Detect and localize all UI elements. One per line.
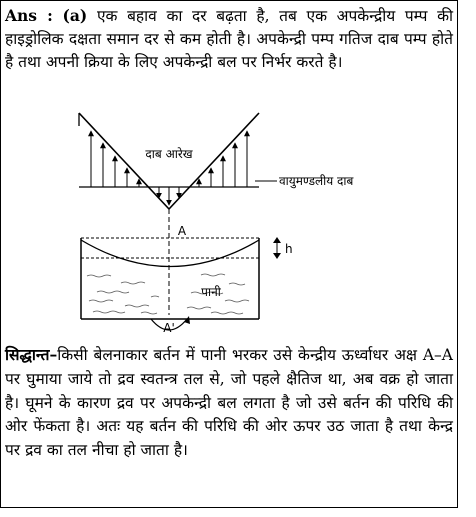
principle-text: किसी बेलनाकार बर्तन में पानी भरकर उसे केन्द्रीय ऊर्ध्वाधर अक्ष A–A पर घुमाया जाये तो द्रव स्वतन्त्र तल से, जो पहले क्षैतिज था, अब वक्र हो जाता है। घूमने के कारण द्रव पर अपकेन्द्री बल लगता है जो उसे बर्तन की परिधि की ओर फेंकता है। अतः यह बर्तन की परिधि की ओर ऊपर उठ जाता है तथा केन्द्र पर द्रव का तल नीचा हो जाता है। bbox=[5, 346, 453, 460]
centrifugal-diagram bbox=[1, 1, 459, 341]
axis-label-top: A bbox=[177, 224, 187, 238]
cylindrical-vessel bbox=[81, 238, 259, 319]
pressure-diagram bbox=[79, 113, 259, 209]
answer-text: एक बहाव का दर बढ़ता है, तब एक अपकेन्द्रीय पम्प की हाइड्रोलिक दक्षता समान दर से कम होती है। अपकेन्द्री पम्प गतिज दाब पम्प होते है तथा अपनी क्रिया के लिए अपकेन्द्री बल पर निर्भर करते है। bbox=[5, 7, 453, 71]
height-label: h bbox=[285, 242, 293, 256]
pressure-diagram-label: दाब आरेख bbox=[145, 147, 193, 161]
principle-paragraph bbox=[5, 343, 453, 463]
atmospheric-pressure-label: वायुमण्डलीय दाब bbox=[279, 174, 354, 188]
principle-heading: सिद्धान्त– bbox=[5, 345, 58, 364]
answer-prefix: Ans : bbox=[5, 6, 53, 25]
height-dimension bbox=[273, 237, 281, 259]
answer-option: (a) bbox=[62, 6, 88, 25]
water-label: पानी bbox=[201, 285, 221, 299]
axis-label-bottom: A' bbox=[163, 321, 175, 335]
